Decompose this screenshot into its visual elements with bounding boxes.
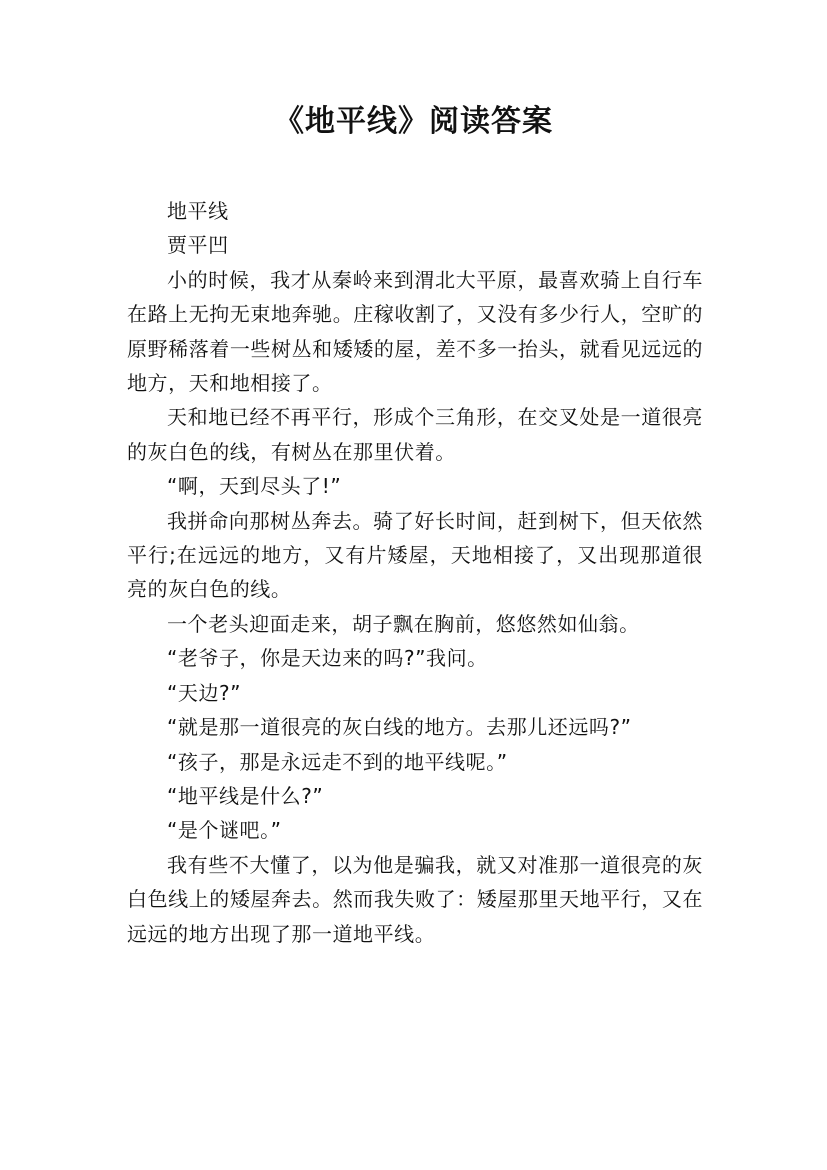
paragraph: 我有些不大懂了，以为他是骗我，就又对准那一道很亮的灰白色线上的矮屋奔去。然而我失败了：矮屋那里天地平行，又在远远的地方出现了那一道地平线。 xyxy=(127,852,703,946)
document-body xyxy=(127,194,703,951)
paragraph: “孩子，那是永远走不到的地平线呢。” xyxy=(167,749,508,774)
essay-title: 地平线 xyxy=(167,199,229,223)
paragraph: 小的时候，我才从秦岭来到渭北大平原，最喜欢骑上自行车在路上无拘无束地奔驰。庄稼收割了，又没有多少行人，空旷的原野稀落着一些树丛和矮矮的屋，差不多一抬头，就看见远远的地方，天和地相接了。 xyxy=(127,267,703,396)
paragraph: “是个谜吧。” xyxy=(167,818,282,843)
paragraph: “就是那一道很亮的灰白线的地方。去那儿还远吗?” xyxy=(167,715,632,740)
paragraph: 一个老头迎面走来，胡子飘在胸前，悠悠然如仙翁。 xyxy=(167,611,640,636)
essay-author: 贾平凹 xyxy=(167,233,229,258)
paragraph: “天边?” xyxy=(167,680,242,705)
document-title: 《地平线》阅读答案 xyxy=(274,104,553,139)
paragraph: “地平线是什么?” xyxy=(167,783,324,808)
paragraph: “啊，天到尽头了!” xyxy=(167,474,342,499)
paragraph: 天和地已经不再平行，形成个三角形，在交叉处是一道很亮的灰白色的线，有树丛在那里伏着。 xyxy=(127,405,703,464)
paragraph: “老爷子，你是天边来的吗?”我问。 xyxy=(167,646,488,671)
paragraph: 我拼命向那树丛奔去。骑了好长时间，赶到树下，但天依然平行;在远远的地方，又有片矮屋，天地相接了，又出现那道很亮的灰白色的线。 xyxy=(127,508,703,602)
